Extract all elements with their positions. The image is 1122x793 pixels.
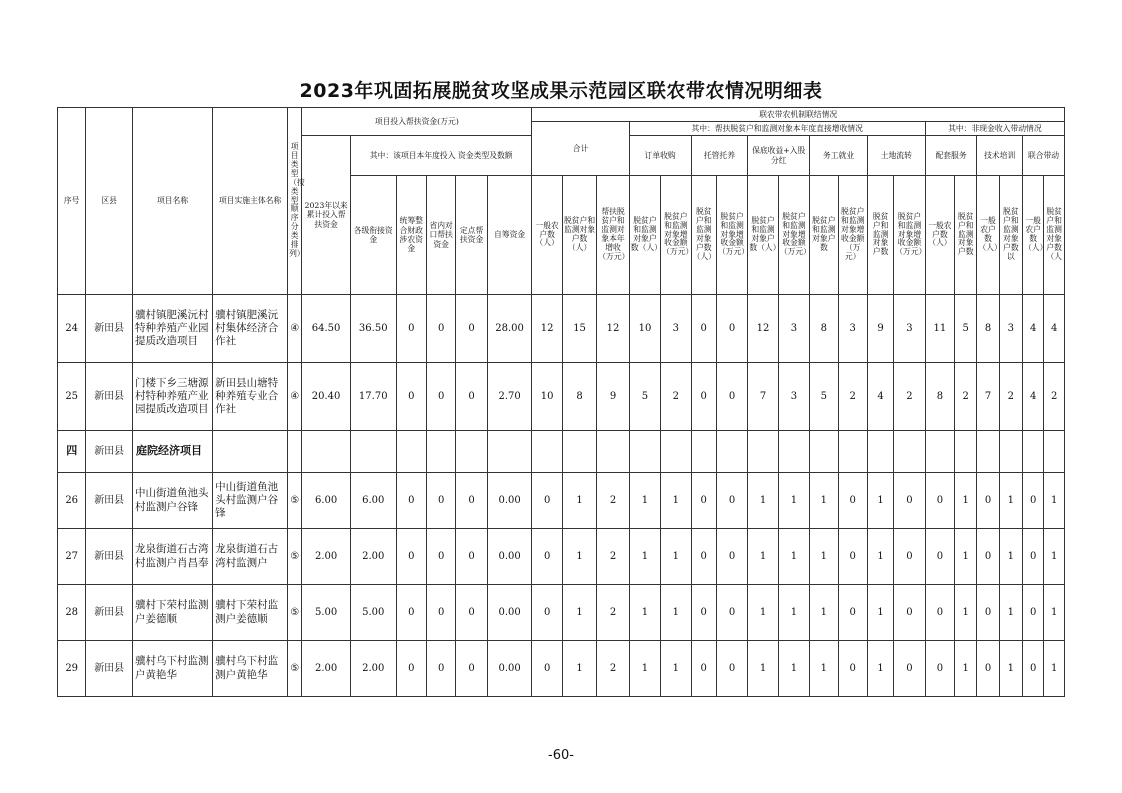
section-row <box>58 431 1065 473</box>
cell-fund-amount: 0.00 <box>487 641 532 697</box>
cell-stat: 1 <box>748 585 778 641</box>
empty-cell <box>894 431 925 473</box>
empty-cell <box>456 431 487 473</box>
cell-stat: 1 <box>661 529 691 585</box>
cell-stat: 0 <box>532 473 562 529</box>
cell-stat: 0 <box>716 641 747 697</box>
header-entity: 项目实施主体名称 <box>213 108 288 295</box>
cell-stat: 1 <box>955 641 977 697</box>
cell-stat: 2 <box>838 363 867 431</box>
header-total-col: 帮扶脱贫户和监测对象本年增收（万元） <box>597 176 629 295</box>
cell-stat: 1 <box>778 529 809 585</box>
cell-stat: 0 <box>716 295 747 363</box>
cell-project-name: 骥村乌下村监测户黄艳华 <box>133 641 213 697</box>
cell-stat: 2 <box>597 529 629 585</box>
cell-stat: 0 <box>977 529 999 585</box>
cell-stat: 1 <box>562 473 596 529</box>
cell-fund-amount: 0 <box>396 641 426 697</box>
cell-type: ⑤ <box>288 473 302 529</box>
table-row <box>58 363 1065 431</box>
cell-stat: 9 <box>597 363 629 431</box>
cell-stat: 1 <box>748 641 778 697</box>
cell-cumulative-funds: 2.00 <box>302 641 351 697</box>
header-fund-type: 各级衔接资金 <box>350 176 396 295</box>
cell-stat: 8 <box>977 295 999 363</box>
cell-stat: 15 <box>562 295 596 363</box>
cell-stat: 2 <box>597 473 629 529</box>
cell-stat: 1 <box>748 473 778 529</box>
cell-stat: 0 <box>716 473 747 529</box>
cell-stat: 0 <box>691 641 716 697</box>
cell-fund-amount: 0 <box>456 473 487 529</box>
cell-stat: 1 <box>629 529 660 585</box>
empty-cell <box>925 431 954 473</box>
cell-fund-amount: 0 <box>456 641 487 697</box>
header-direct-col: 脱贫户和监测对象增收金额（万元） <box>716 176 747 295</box>
cell-stat: 1 <box>1044 641 1065 697</box>
cell-stat: 0 <box>691 363 716 431</box>
cell-seq: 24 <box>58 295 86 363</box>
cell-entity-name: 骥村乌下村监测户黄艳华 <box>213 641 288 697</box>
cell-stat: 3 <box>894 295 925 363</box>
header-direct-col: 脱贫户和监测对象户数（人） <box>691 176 716 295</box>
cell-seq: 25 <box>58 363 86 431</box>
cell-stat: 0 <box>925 585 954 641</box>
cell-fund-amount: 0 <box>426 529 455 585</box>
cell-stat: 1 <box>867 641 893 697</box>
cell-stat: 2 <box>1044 363 1065 431</box>
cell-stat: 2 <box>894 363 925 431</box>
cell-project-name: 中山街道鱼池头村监测户谷锋 <box>133 473 213 529</box>
cell-fund-amount: 0 <box>456 295 487 363</box>
cell-fund-amount: 36.50 <box>350 295 396 363</box>
cell-stat: 0 <box>1022 585 1043 641</box>
cell-stat: 0 <box>838 529 867 585</box>
cell-stat: 2 <box>955 363 977 431</box>
cell-stat: 12 <box>597 295 629 363</box>
cell-stat: 1 <box>562 641 596 697</box>
cell-stat: 1 <box>955 585 977 641</box>
header-direct-group: 订单收购 <box>629 136 691 176</box>
cell-stat: 5 <box>629 363 660 431</box>
cell-fund-amount: 0 <box>396 529 426 585</box>
header-nonincome-col: 脱贫户和监测对象户数以 <box>999 176 1022 295</box>
cell-stat: 1 <box>867 473 893 529</box>
empty-cell <box>597 431 629 473</box>
empty-cell <box>532 431 562 473</box>
cell-fund-amount: 2.70 <box>487 363 532 431</box>
cell-stat: 1 <box>629 473 660 529</box>
cell-type: ⑤ <box>288 529 302 585</box>
cell-stat: 9 <box>867 295 893 363</box>
cell-stat: 3 <box>838 295 867 363</box>
cell-county: 新田县 <box>86 641 133 697</box>
cell-cumulative-funds: 2.00 <box>302 529 351 585</box>
empty-cell <box>1022 431 1043 473</box>
cell-stat: 4 <box>1022 295 1043 363</box>
cell-type: ⑤ <box>288 641 302 697</box>
cell-stat: 12 <box>748 295 778 363</box>
cell-stat: 1 <box>629 641 660 697</box>
section-label: 庭院经济项目 <box>133 431 213 473</box>
header-direct-group: 保底收益+入股分红 <box>748 136 810 176</box>
cell-stat: 3 <box>999 295 1022 363</box>
cell-stat: 1 <box>810 641 838 697</box>
table-row <box>58 295 1065 363</box>
table-row <box>58 473 1065 529</box>
cell-fund-amount: 0 <box>396 585 426 641</box>
cell-stat: 0 <box>838 585 867 641</box>
cell-stat: 1 <box>955 473 977 529</box>
cell-project-name: 骥村镇肥溪沅村特种养殖产业园提质改造项目 <box>133 295 213 363</box>
cell-stat: 8 <box>810 295 838 363</box>
cell-stat: 0 <box>716 529 747 585</box>
header-direct-group: 托管托养 <box>691 136 748 176</box>
cell-stat: 1 <box>1044 529 1065 585</box>
cell-project-name: 门楼下乡三塘源村特种养殖产业园提质改造项目 <box>133 363 213 431</box>
cell-fund-amount: 0 <box>456 529 487 585</box>
header-direct-col: 脱贫户和监测对象增收金额（万元） <box>838 176 867 295</box>
cell-stat: 8 <box>562 363 596 431</box>
empty-cell <box>302 431 351 473</box>
cell-stat: 0 <box>838 473 867 529</box>
cell-stat: 1 <box>810 529 838 585</box>
header-nonincome-col: 脱贫户和监测对象户数 <box>955 176 977 295</box>
cell-stat: 1 <box>867 529 893 585</box>
cell-stat: 5 <box>955 295 977 363</box>
empty-cell <box>350 431 396 473</box>
cell-seq: 29 <box>58 641 86 697</box>
cell-stat: 0 <box>925 529 954 585</box>
cell-fund-amount: 0 <box>426 585 455 641</box>
cell-entity-name: 龙泉街道石古湾村监测户 <box>213 529 288 585</box>
header-direct-col: 脱贫户和监测对象增收金额（万元） <box>778 176 809 295</box>
cell-stat: 3 <box>778 295 809 363</box>
cell-stat: 0 <box>894 473 925 529</box>
cell-project-name: 龙泉街道石古湾村监测户肖昌奉 <box>133 529 213 585</box>
cell-fund-amount: 0 <box>426 641 455 697</box>
header-nonincome-group: 技术培训 <box>977 136 1023 176</box>
cell-stat: 0 <box>1022 473 1043 529</box>
cell-stat: 2 <box>999 363 1022 431</box>
cell-seq: 26 <box>58 473 86 529</box>
cell-stat: 1 <box>661 641 691 697</box>
header-direct-col: 脱贫户和监测对象增收金额（万元） <box>894 176 925 295</box>
page-number: -60- <box>548 748 574 763</box>
header-linkage: 联农带农机制联结情况 <box>532 108 1065 122</box>
cell-stat: 8 <box>925 363 954 431</box>
cell-fund-amount: 5.00 <box>350 585 396 641</box>
cell-stat: 0 <box>894 529 925 585</box>
cell-stat: 2 <box>661 363 691 431</box>
header-this-year: 其中：该项目本年度投入 资金类型及数额 <box>350 136 531 176</box>
cell-cumulative-funds: 5.00 <box>302 585 351 641</box>
cell-fund-amount: 2.00 <box>350 641 396 697</box>
cell-stat: 10 <box>532 363 562 431</box>
cell-fund-amount: 0 <box>456 363 487 431</box>
cell-seq: 27 <box>58 529 86 585</box>
cell-stat: 1 <box>867 585 893 641</box>
cell-fund-amount: 17.70 <box>350 363 396 431</box>
cell-fund-amount: 0 <box>396 295 426 363</box>
cell-entity-name: 中山街道鱼池头村监测户谷锋 <box>213 473 288 529</box>
cell-stat: 1 <box>661 585 691 641</box>
cell-stat: 1 <box>1044 585 1065 641</box>
cell-stat: 2 <box>597 641 629 697</box>
empty-cell <box>629 431 660 473</box>
header-direct-col: 脱贫户和监测对象户数（人） <box>748 176 778 295</box>
cell-stat: 4 <box>1022 363 1043 431</box>
empty-cell <box>288 431 302 473</box>
empty-cell <box>691 431 716 473</box>
cell-fund-amount: 0.00 <box>487 585 532 641</box>
cell-stat: 0 <box>691 529 716 585</box>
header-project: 项目名称 <box>133 108 213 295</box>
header-nonincome-col: 脱贫户和监测对象户数（人 <box>1044 176 1065 295</box>
cell-stat: 0 <box>1022 641 1043 697</box>
cell-stat: 2 <box>597 585 629 641</box>
cell-stat: 3 <box>661 295 691 363</box>
header-fund-type: 统筹整合财政涉农资金 <box>396 176 426 295</box>
cell-fund-amount: 0 <box>396 473 426 529</box>
cell-stat: 1 <box>778 585 809 641</box>
cell-stat: 0 <box>716 585 747 641</box>
header-seq: 序号 <box>58 108 86 295</box>
header-type: 项目类型（按类型顺序分类排列） <box>288 108 302 295</box>
empty-cell <box>562 431 596 473</box>
cell-fund-amount: 0 <box>426 473 455 529</box>
cell-stat: 4 <box>867 363 893 431</box>
header-nonincome-col: 一般农户数（人） <box>925 176 954 295</box>
cell-stat: 7 <box>977 363 999 431</box>
cell-stat: 0 <box>1022 529 1043 585</box>
cell-stat: 5 <box>810 363 838 431</box>
empty-cell <box>810 431 838 473</box>
cell-seq: 28 <box>58 585 86 641</box>
cell-county: 新田县 <box>86 473 133 529</box>
cell-entity-name: 新田县山塘特种养殖专业合作社 <box>213 363 288 431</box>
cell-stat: 11 <box>925 295 954 363</box>
cell-fund-amount: 0.00 <box>487 529 532 585</box>
cell-stat: 1 <box>562 529 596 585</box>
header-direct-col: 脱贫户和监测对象增收金额（万元） <box>661 176 691 295</box>
cell-stat: 0 <box>977 641 999 697</box>
cell-cumulative-funds: 64.50 <box>302 295 351 363</box>
header-nonincome-col: 一般农户数（人） <box>1022 176 1043 295</box>
cell-entity-name: 骥村镇肥溪沅村集体经济合作社 <box>213 295 288 363</box>
cell-stat: 0 <box>925 473 954 529</box>
header-direct-group: 务工就业 <box>810 136 868 176</box>
header-direct-col: 脱贫户和监测对象户数 <box>867 176 893 295</box>
page-title: 2023年巩固拓展脱贫攻坚成果示范园区联农带农情况明细表 <box>299 80 823 102</box>
cell-project-name: 骥村下荣村监测户姜德顺 <box>133 585 213 641</box>
cell-stat: 1 <box>629 585 660 641</box>
header-county: 区县 <box>86 108 133 295</box>
cell-fund-amount: 28.00 <box>487 295 532 363</box>
header-direct-col: 脱贫户和监测对象户数 <box>810 176 838 295</box>
cell-county: 新田县 <box>86 585 133 641</box>
empty-cell <box>748 431 778 473</box>
cell-stat: 0 <box>691 295 716 363</box>
empty-cell <box>955 431 977 473</box>
linkage-detail-table <box>57 107 1065 697</box>
empty-cell <box>396 431 426 473</box>
header-total: 合计 <box>532 122 629 176</box>
cell-type: ④ <box>288 363 302 431</box>
cell-stat: 7 <box>748 363 778 431</box>
cell-stat: 0 <box>691 585 716 641</box>
section-seq: 四 <box>58 431 86 473</box>
section-county: 新田县 <box>86 431 133 473</box>
cell-stat: 1 <box>778 473 809 529</box>
header-nonincome-group: 配套服务 <box>925 136 977 176</box>
header-nonincome-col: 一般农户数（人） <box>977 176 999 295</box>
empty-cell <box>426 431 455 473</box>
header-fund-type: 自筹资金 <box>487 176 532 295</box>
empty-cell <box>716 431 747 473</box>
cell-stat: 0 <box>977 585 999 641</box>
cell-county: 新田县 <box>86 529 133 585</box>
table-row <box>58 529 1065 585</box>
table-row <box>58 585 1065 641</box>
cell-cumulative-funds: 20.40 <box>302 363 351 431</box>
empty-cell <box>213 431 288 473</box>
empty-cell <box>999 431 1022 473</box>
cell-fund-amount: 0 <box>426 363 455 431</box>
cell-fund-amount: 0 <box>396 363 426 431</box>
header-cumulative: 2023年以来累计投入帮扶资金 <box>302 136 351 295</box>
cell-stat: 12 <box>532 295 562 363</box>
cell-cumulative-funds: 6.00 <box>302 473 351 529</box>
header-nonincome: 其中：非现金收入带动情况 <box>925 122 1064 136</box>
cell-stat: 0 <box>925 641 954 697</box>
empty-cell <box>661 431 691 473</box>
cell-stat: 1 <box>1044 473 1065 529</box>
header-fund-type: 省内对口帮扶资金 <box>426 176 455 295</box>
cell-stat: 1 <box>562 585 596 641</box>
header-total-col: 一般农户数（人） <box>532 176 562 295</box>
cell-stat: 10 <box>629 295 660 363</box>
cell-stat: 3 <box>778 363 809 431</box>
header-direct: 其中：帮扶脱贫户和监测对象本年度直接增收情况 <box>629 122 925 136</box>
cell-entity-name: 骥村下荣村监测户姜德顺 <box>213 585 288 641</box>
cell-county: 新田县 <box>86 363 133 431</box>
cell-stat: 1 <box>999 641 1022 697</box>
cell-fund-amount: 0 <box>456 585 487 641</box>
cell-stat: 0 <box>532 529 562 585</box>
header-fund-type: 定点帮扶资金 <box>456 176 487 295</box>
cell-type: ⑤ <box>288 585 302 641</box>
cell-fund-amount: 0 <box>426 295 455 363</box>
table-row <box>58 641 1065 697</box>
cell-type: ④ <box>288 295 302 363</box>
cell-stat: 1 <box>810 473 838 529</box>
header-nonincome-group: 联合带动 <box>1022 136 1064 176</box>
cell-stat: 1 <box>999 473 1022 529</box>
header-total-col: 脱贫户和监测对象户数（人） <box>562 176 596 295</box>
empty-cell <box>977 431 999 473</box>
cell-stat: 0 <box>532 641 562 697</box>
cell-stat: 1 <box>661 473 691 529</box>
cell-fund-amount: 6.00 <box>350 473 396 529</box>
empty-cell <box>867 431 893 473</box>
cell-stat: 1 <box>955 529 977 585</box>
cell-county: 新田县 <box>86 295 133 363</box>
cell-stat: 0 <box>894 585 925 641</box>
cell-stat: 1 <box>748 529 778 585</box>
empty-cell <box>487 431 532 473</box>
cell-stat: 0 <box>691 473 716 529</box>
cell-stat: 0 <box>532 585 562 641</box>
empty-cell <box>1044 431 1065 473</box>
cell-stat: 4 <box>1044 295 1065 363</box>
cell-stat: 1 <box>778 641 809 697</box>
cell-stat: 1 <box>999 529 1022 585</box>
header-funds-group: 项目投入帮扶资金(万元) <box>302 108 532 136</box>
empty-cell <box>778 431 809 473</box>
header-direct-col: 脱贫户和监测对象户数（人） <box>629 176 660 295</box>
empty-cell <box>838 431 867 473</box>
cell-stat: 0 <box>838 641 867 697</box>
cell-fund-amount: 2.00 <box>350 529 396 585</box>
cell-stat: 1 <box>999 585 1022 641</box>
cell-fund-amount: 0.00 <box>487 473 532 529</box>
cell-stat: 0 <box>977 473 999 529</box>
header-direct-group: 土地流转 <box>867 136 925 176</box>
cell-stat: 0 <box>716 363 747 431</box>
cell-stat: 0 <box>894 641 925 697</box>
cell-stat: 1 <box>810 585 838 641</box>
